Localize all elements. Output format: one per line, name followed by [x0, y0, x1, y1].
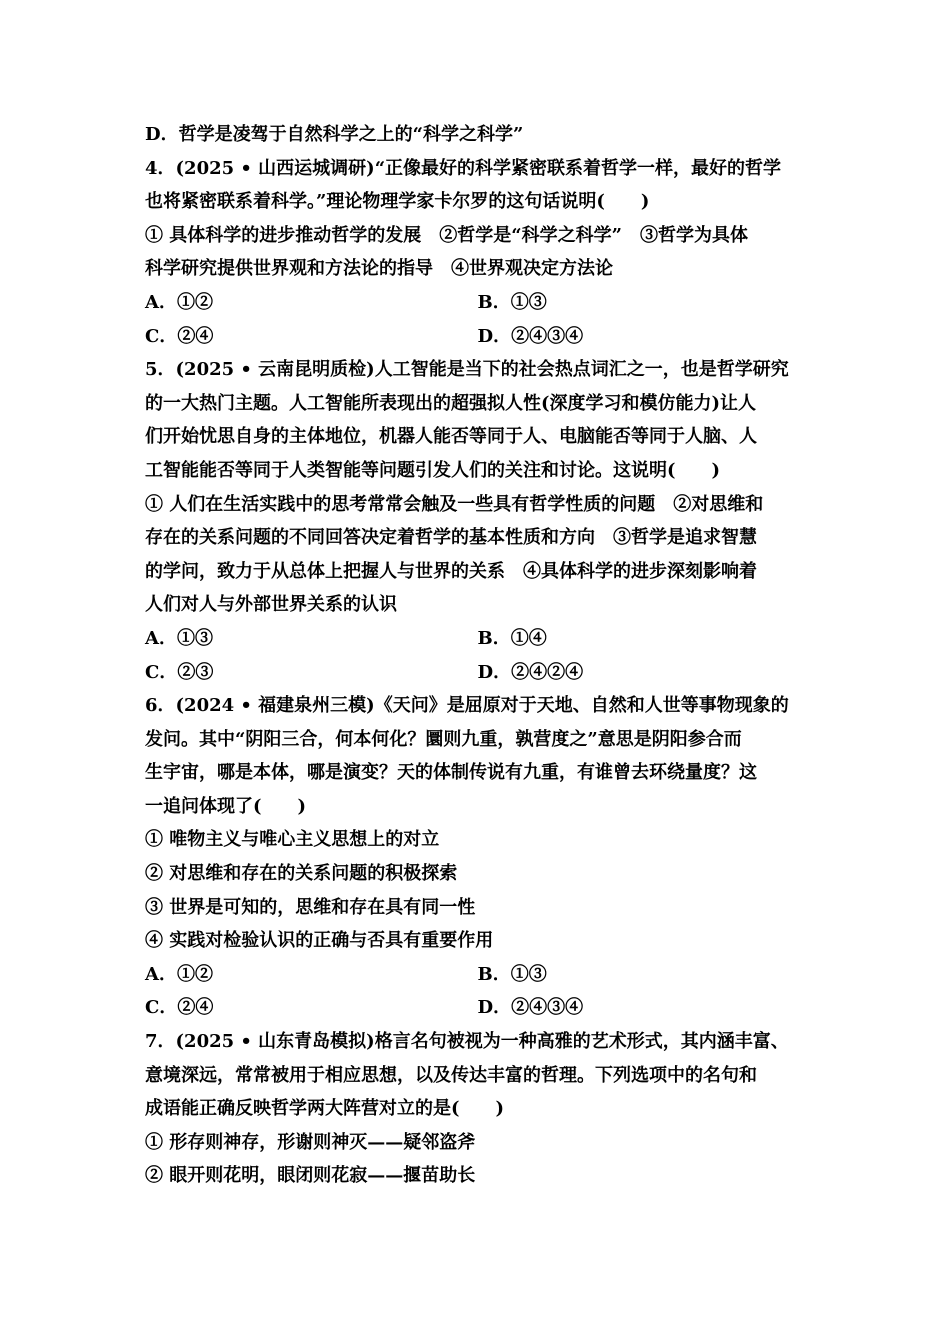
q7-stem-line-1: 7．(2025 • 山东青岛模拟)格言名句被视为一种高雅的艺术形式，其内涵丰富、 [145, 1031, 789, 1053]
q4-stem-line-1: 4．(2025 • 山西运城调研)“正像最好的科学紧密联系着哲学一样，最好的哲学 [145, 157, 782, 179]
q7-stem-line-3: 成语能正确反映哲学两大阵营对立的是( ) [145, 1098, 505, 1120]
q5-statements-line-4: 人们对人与外部世界关系的认识 [145, 594, 397, 616]
q6-stem-line-2: 发问。其中“阴阳三合，何本何化？圜则九重，孰营度之”意思是阴阳参合而 [145, 728, 742, 750]
q6-option-b: B．①③ [477, 963, 547, 985]
q4-options-row-1 [145, 286, 810, 320]
q4-stem-line-2: 也将紧密联系着科学。”理论物理学家卡尔罗的这句话说明( ) [145, 191, 650, 213]
q5-option-b: B．①④ [477, 627, 547, 649]
q7-stem-line-2: 意境深远，常常被用于相应思想，以及传达丰富的哲理。下列选项中的名句和 [145, 1064, 757, 1086]
q6-options-row-2 [145, 991, 810, 1025]
q5-stem-line-4: 工智能能否等同于人类智能等问题引发人们的关注和讨论。这说明( ) [145, 459, 721, 481]
q6-option-d: D．②④③④ [477, 997, 584, 1019]
document-page [145, 118, 810, 1193]
q4-option-d: D．②④③④ [477, 325, 584, 347]
q6-statement-1: ① 唯物主义与唯心主义思想上的对立 [145, 829, 440, 851]
q6-option-c: C．②④ [145, 997, 214, 1019]
q4-statements-line-1: ① 具体科学的进步推动哲学的发展 ②哲学是“科学之科学” ③哲学为具体 [145, 224, 748, 246]
q6-stem-line-4: 一追问体现了( ) [145, 795, 307, 817]
q6-statement-2: ② 对思维和存在的关系问题的积极探索 [145, 863, 458, 885]
q6-option-a: A．①② [145, 963, 213, 985]
q7-statement-1: ① 形存则神存，形谢则神灭——疑邻盗斧 [145, 1131, 476, 1153]
q4-statements-line-2: 科学研究提供世界观和方法论的指导 ④世界观决定方法论 [145, 258, 613, 280]
q4-options-row-2 [145, 320, 810, 354]
q6-statement-4: ④ 实践对检验认识的正确与否具有重要作用 [145, 930, 494, 952]
q5-statements-line-2: 存在的关系问题的不同回答决定着哲学的基本性质和方向 ③哲学是追求智慧 [145, 527, 757, 549]
q5-stem-line-2: 的一大热门主题。人工智能所表现出的超强拟人性(深度学习和模仿能力)让人 [145, 392, 757, 414]
q5-stem-line-1: 5．(2025 • 云南昆明质检)人工智能是当下的社会热点词汇之一，也是哲学研究 [145, 359, 789, 381]
q4-option-a: A．①② [145, 291, 213, 313]
q3-option-d: D．哲学是凌驾于自然科学之上的“科学之科学” [145, 124, 524, 145]
q6-stem-line-1: 6．(2024 • 福建泉州三模)《天问》是屈原对于天地、自然和人世等事物现象的 [145, 695, 789, 717]
q5-options-row-1 [145, 622, 810, 656]
q5-option-a: A．①③ [145, 627, 213, 649]
q5-option-c: C．②③ [145, 661, 214, 683]
q7-statement-2: ② 眼开则花明，眼闭则花寂——揠苗助长 [145, 1165, 476, 1187]
q5-statements-line-1: ① 人们在生活实践中的思考常常会触及一些具有哲学性质的问题 ②对思维和 [145, 493, 764, 515]
q6-stem-line-3: 生宇宙，哪是本体，哪是演变？天的体制传说有九重，有谁曾去环绕量度？这 [145, 762, 757, 784]
q6-options-row-1 [145, 958, 810, 992]
q4-option-b: B．①③ [477, 291, 547, 313]
q5-stem-line-3: 们开始忧思自身的主体地位，机器人能否等同于人、电脑能否等同于人脑、人 [145, 426, 757, 448]
q5-options-row-2 [145, 656, 810, 690]
q5-option-d: D．②④②④ [477, 661, 584, 683]
q4-option-c: C．②④ [145, 325, 214, 347]
q6-statement-3: ③ 世界是可知的，思维和存在具有同一性 [145, 896, 476, 918]
q5-statements-line-3: 的学问，致力于从总体上把握人与世界的关系 ④具体科学的进步深刻影响着 [145, 560, 757, 582]
